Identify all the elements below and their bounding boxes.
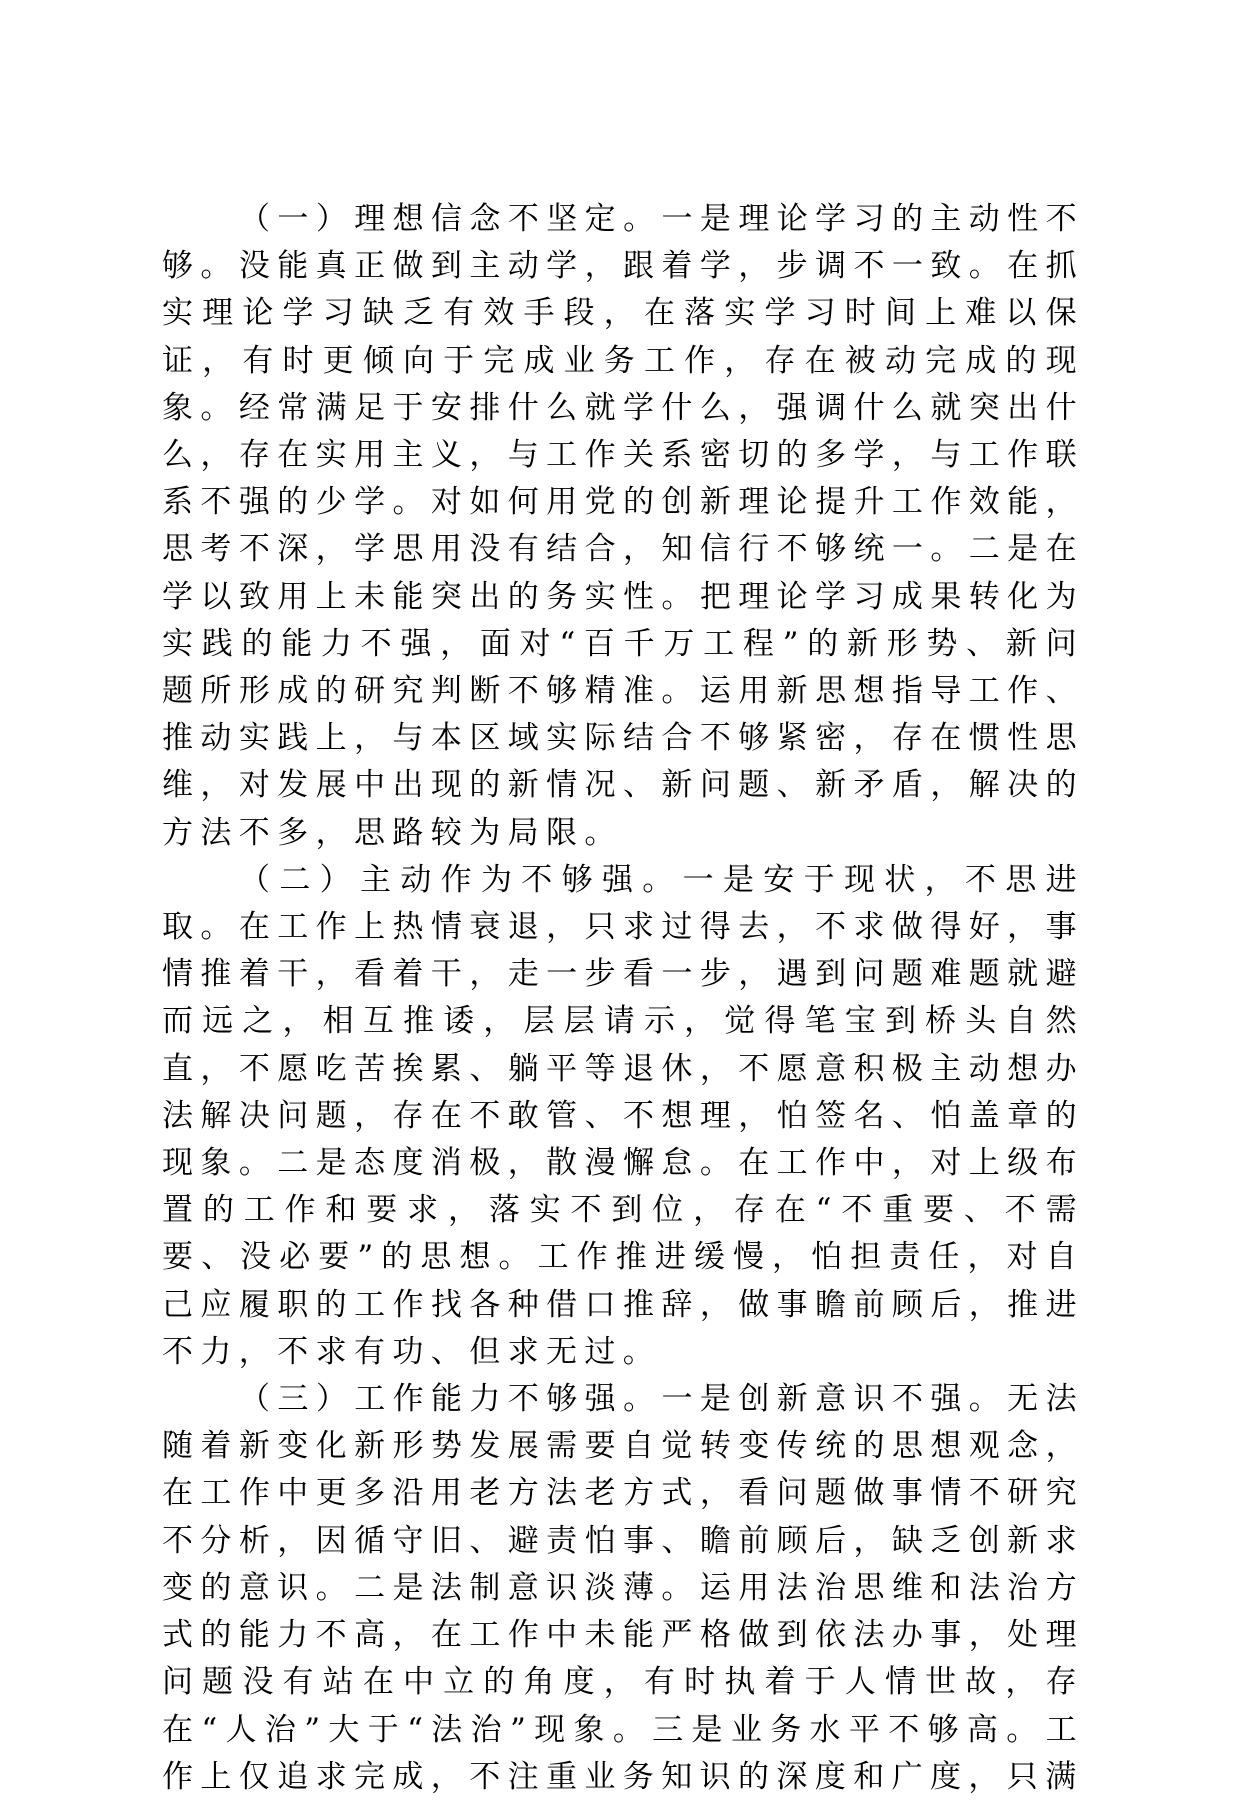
document-page (162, 196, 1084, 1801)
paragraph-proactive-action: （二）主动作为不够强。一是安于现状，不思进取。在工作上热情衰退，只求过得去，不求做得好，事情推着干，看着干，走一步看一步，遇到问题难题就避而远之，相互推诿，层层请示，觉得笔宝到桥头自然直，不愿吃苦挨累、躺平等退休，不愿意积极主动想办法解决问题，存在不敢管、不想理，怕签名、怕盖章的现象。二是态度消极，散漫懈怠。在工作中，对上级布置的工作和要求，落实不到位，存在“不重要、不需要、没必要”的思想。工作推进缓慢，怕担责任，对自己应履职的工作找各种借口推辞，做事瞻前顾后，推进不力，不求有功、但求无过。 (162, 861, 1084, 1370)
paragraph-work-ability: （三）工作能力不够强。一是创新意识不强。无法随着新变化新形势发展需要自觉转变传统的思想观念，在工作中更多沿用老方法老方式，看问题做事情不研究不分析，因循守旧、避责怕事、瞻前顾后，缺乏创新求变的意识。二是法制意识淡薄。运用法治思维和法治方式的能力不高，在工作中未能严格做到依法办事，处理问题没有站在中立的角度，有时执着于人情世故，存在“人治”大于“法治”现象。三是业务水平不够高。工作上仅追求完成，不注重业务知识的深度和广度，只满 (162, 1381, 1084, 1795)
paragraph-ideals-and-beliefs: （一）理想信念不坚定。一是理论学习的主动性不够。没能真正做到主动学，跟着学，步调不一致。在抓实理论学习缺乏有效手段，在落实学习时间上难以保证，有时更倾向于完成业务工作，存在被动完成的现象。经常满足于安排什么就学什么，强调什么就突出什么，存在实用主义，与工作关系密切的多学，与工作联系不强的少学。对如何用党的创新理论提升工作效能，思考不深，学思用没有结合，知信行不够统一。二是在学以致用上未能突出的务实性。把理论学习成果转化为实践的能力不强，面对“百千万工程”的新形势、新问题所形成的研究判断不够精准。运用新思想指导工作、推动实践上，与本区域实际结合不够紧密，存在惯性思维，对发展中出现的新情况、新问题、新矛盾，解决的方法不多，思路较为局限。 (162, 201, 1084, 851)
